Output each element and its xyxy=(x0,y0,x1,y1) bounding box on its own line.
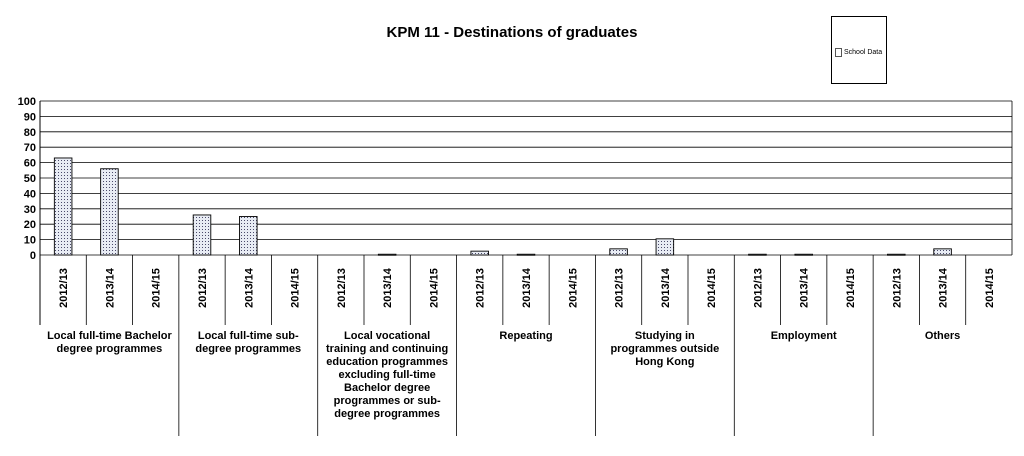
x-tick-label: 2014/15 xyxy=(150,268,163,308)
category-label: Local full-time Bachelor degree programmes xyxy=(47,330,172,355)
x-tick-label: 2012/13 xyxy=(335,268,348,308)
grid xyxy=(40,101,1012,255)
x-tick-label: 2012/13 xyxy=(58,268,71,308)
bar xyxy=(239,217,257,256)
x-tick-label: 2014/15 xyxy=(428,268,441,308)
x-tick-label: 2014/15 xyxy=(289,268,302,308)
category-label: Studying in programmes outside Hong Kong xyxy=(610,330,720,368)
x-tick-label: 2013/14 xyxy=(243,268,256,308)
bar xyxy=(471,251,489,255)
y-tick-label: 20 xyxy=(23,219,36,232)
bars xyxy=(54,158,951,255)
y-tick-label: 10 xyxy=(23,234,36,247)
y-tick-label: 0 xyxy=(29,250,36,262)
bar xyxy=(887,254,905,255)
bar xyxy=(656,239,674,255)
x-tick-label: 2013/14 xyxy=(521,268,533,308)
x-tick-label: 2012/13 xyxy=(474,268,487,308)
x-tick-label: 2013/14 xyxy=(104,268,117,308)
y-tick-label: 50 xyxy=(23,173,36,185)
x-tick-label: 2014/15 xyxy=(983,268,996,308)
x-tick-label: 2013/14 xyxy=(659,268,672,308)
y-tick-label: 40 xyxy=(23,188,36,201)
y-tick-label: 30 xyxy=(23,203,36,216)
y-tick-label: 60 xyxy=(23,157,36,170)
category-label: Local full-time sub-degree programmes xyxy=(195,330,302,355)
bar xyxy=(378,254,396,255)
x-tick-label: 2012/13 xyxy=(613,268,626,308)
bar xyxy=(101,169,119,255)
y-tick-label: 70 xyxy=(23,142,36,155)
y-tick-label: 90 xyxy=(23,111,36,124)
category-label: Repeating xyxy=(499,330,553,342)
bar xyxy=(517,254,535,255)
legend-label: School Data xyxy=(844,49,883,56)
category-label: Others xyxy=(924,330,961,342)
bar xyxy=(54,158,72,255)
x-tick-label: 2012/13 xyxy=(197,268,209,308)
bar xyxy=(749,254,767,255)
chart-title: KPM 11 - Destinations of graduates xyxy=(386,24,638,41)
x-tick-label: 2013/14 xyxy=(382,268,395,308)
x-tick-label: 2014/15 xyxy=(706,268,719,308)
x-axis xyxy=(58,101,1012,436)
category-label: Local vocational training and continuing education programmes excluding full-time Bachelor degree programmes or sub-degree programmes xyxy=(326,330,449,420)
bar xyxy=(934,249,952,255)
y-tick-label: 100 xyxy=(17,96,36,108)
x-tick-label: 2014/15 xyxy=(567,268,580,308)
y-axis xyxy=(18,96,40,325)
x-tick-label: 2014/15 xyxy=(845,268,857,308)
x-tick-label: 2013/14 xyxy=(937,268,950,308)
category-label: Employment xyxy=(770,330,837,342)
x-tick-label: 2013/14 xyxy=(798,268,811,308)
y-tick-label: 80 xyxy=(23,126,36,139)
x-tick-label: 2012/13 xyxy=(752,268,765,308)
bar xyxy=(193,215,211,255)
x-tick-label: 2012/13 xyxy=(891,268,904,308)
bar xyxy=(795,254,813,255)
bar xyxy=(610,249,628,255)
